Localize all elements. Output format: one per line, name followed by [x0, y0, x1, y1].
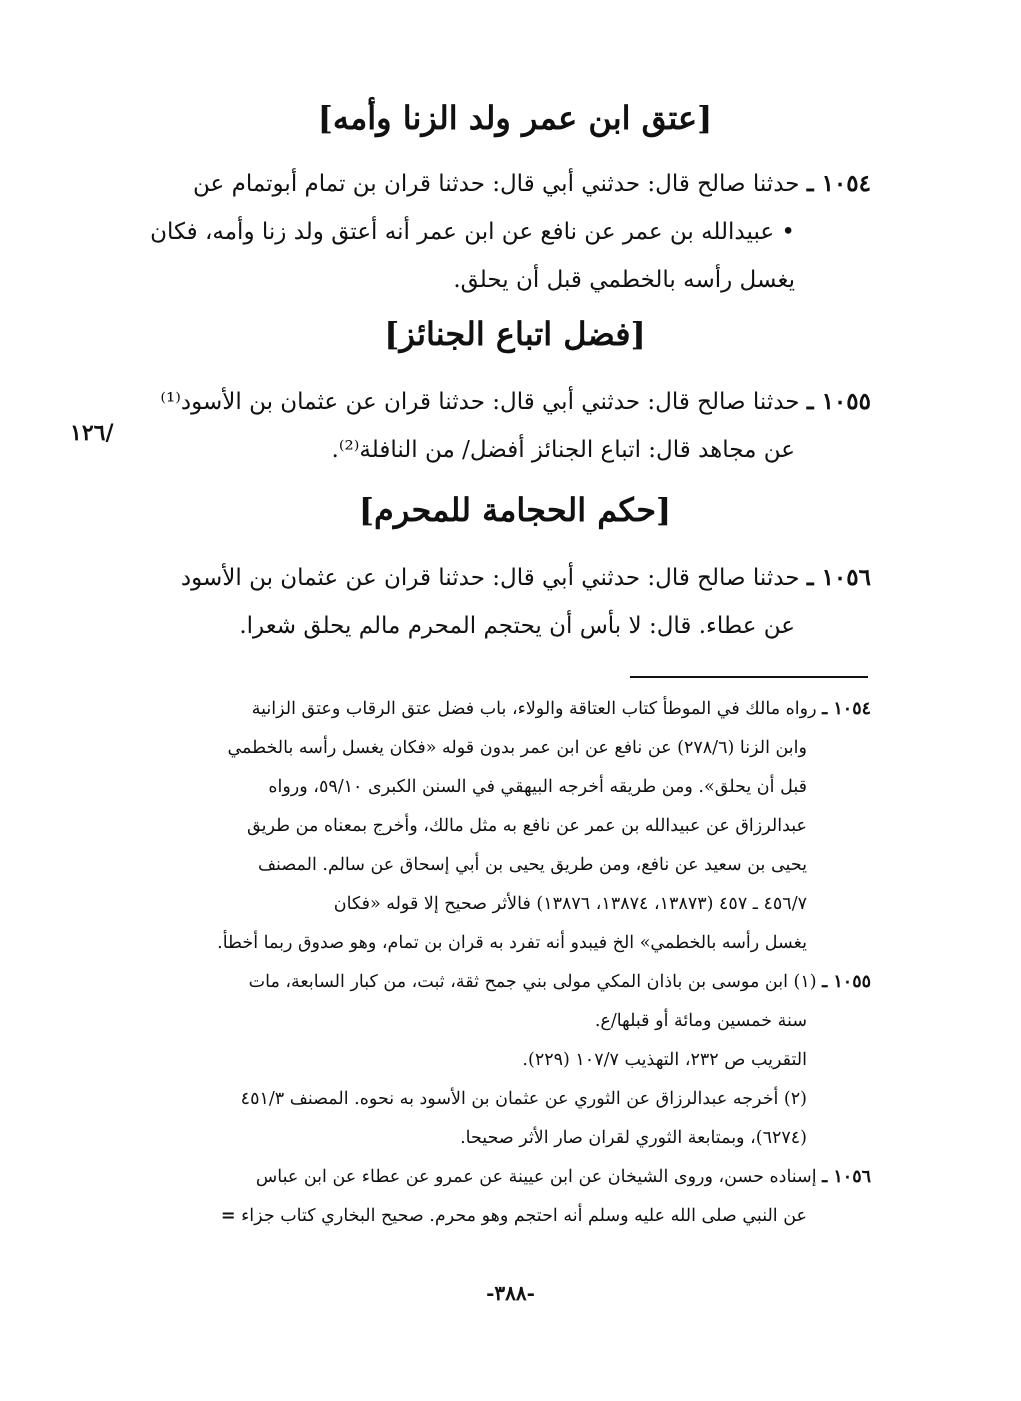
- hadith-1055: [161, 378, 871, 474]
- hadith-1054: [150, 160, 871, 304]
- hadith-line: ١٠٥٥ ـ حدثنا صالح قال: حدثني أبي قال: حدثنا قران عن عثمان بن الأسود⁽¹⁾: [160, 388, 871, 415]
- margin-manuscript-ref: /١٢٦: [70, 420, 114, 446]
- footnote-line: التقريب ص ٢٣٢، التهذيب ١٠٧/٧ (٢٢٩).: [522, 1050, 807, 1070]
- footnotes: [149, 690, 871, 1236]
- footnote-line: ١٠٥٥ ـ (١) ابن موسى بن باذان المكي مولى بني جمح ثقة، ثبت، من كبار السابعة، مات: [248, 972, 871, 992]
- hadith-line: يغسل رأسه بالخطمي قبل أن يحلق.: [453, 267, 795, 293]
- hadith-number: ١٠٥٤ ـ: [806, 170, 871, 197]
- hadith-line: عن مجاهد قال: اتباع الجنائز أفضل/ من النافلة⁽²⁾.: [331, 437, 795, 463]
- section-heading: [عتق ابن عمر ولد الزنا وأمه]: [317, 99, 713, 137]
- footnote-line: عن النبي صلى الله عليه وسلم أنه احتجم وهو محرم. صحيح البخاري كتاب جزاء =: [220, 1206, 807, 1226]
- hadith-line: ١٠٥٤ ـ حدثنا صالح قال: حدثني أبي قال: حدثنا قران بن تمام أبوتمام عن: [193, 170, 871, 197]
- hadith-line: • عبيدالله بن عمر عن نافع عن ابن عمر أنه أعتق ولد زنا وأمه، فكان: [150, 219, 795, 245]
- footnote-number: ١٠٥٤ ـ: [822, 699, 871, 719]
- footnote-number: ١٠٥٦ ـ: [822, 1167, 871, 1187]
- footnote-line: يحيى بن سعيد عن نافع، ومن طريق يحيى بن أبي إسحاق عن سالم. المصنف: [257, 855, 807, 875]
- footnote-line: ١٠٥٦ ـ إسناده حسن، وروى الشيخان عن ابن عيينة عن عمرو عن عطاء عن ابن عباس: [255, 1167, 871, 1187]
- section-heading: [فضل اتباع الجنائز]: [384, 315, 646, 353]
- hadith-line: عن عطاء. قال: لا بأس أن يحتجم المحرم مالم يحلق شعرا.: [239, 613, 795, 639]
- hadith-number: ١٠٥٥ ـ: [806, 388, 871, 415]
- footnote-line: قبل أن يحلق». ومن طريقه أخرجه البيهقي في السنن الكبرى ٥٩/١٠، ورواه: [268, 777, 807, 797]
- footnote-number: ١٠٥٥ ـ: [822, 972, 871, 992]
- hadith-1056: [161, 554, 871, 650]
- footnote-line: (٢) أخرجه عبدالرزاق عن الثوري عن عثمان بن الأسود به نحوه. المصنف ٤٥١/٣: [240, 1089, 807, 1109]
- footnote-line: وابن الزنا (٢٧٨/٦) عن نافع عن ابن عمر بدون قوله «فكان يغسل رأسه بالخطمي: [227, 738, 807, 758]
- hadith-number: ١٠٥٦ ـ: [806, 564, 871, 591]
- hadith-line: ١٠٥٦ ـ حدثنا صالح قال: حدثني أبي قال: حدثنا قران عن عثمان بن الأسود: [180, 564, 871, 591]
- footnote-line: (٦٢٧٤)، وبمتابعة الثوري لقران صار الأثر صحيحا.: [460, 1128, 807, 1148]
- footnote-line: ٤٥٦/٧ ـ ٤٥٧ (١٣٨٧٣، ١٣٨٧٤، ١٣٨٧٦) فالأثر صحيح إلا قوله «فكان: [333, 894, 807, 914]
- footnote-line: يغسل رأسه بالخطمي» الخ فيبدو أنه تفرد به قران بن تمام، وهو صدوق ربما أخطأ.: [217, 933, 807, 953]
- section-heading: [حكم الحجامة للمحرم]: [358, 491, 672, 529]
- footnote-separator: [630, 676, 868, 678]
- footnote-line: سنة خمسين ومائة أو قبلها/ع.: [594, 1011, 807, 1031]
- continuation-mark: =: [220, 1206, 236, 1226]
- footnote-line: عبدالرزاق عن عبيدالله بن عمر عن نافع به مثل مالك، وأخرج بمعناه من طريق: [247, 816, 807, 836]
- footnote-line: ١٠٥٤ ـ رواه مالك في الموطأ كتاب العتاقة والولاء، باب فضل عتق الرقاب وعتق الزانية: [251, 699, 871, 719]
- page-number: -٣٨٨-: [486, 1281, 535, 1305]
